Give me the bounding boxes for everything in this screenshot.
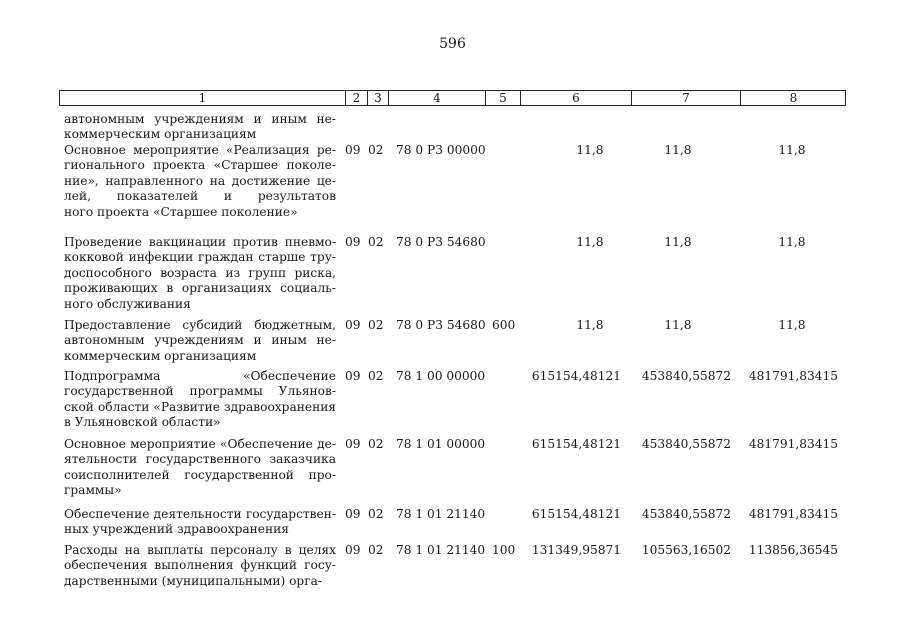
description-line: ние», направленного на достижение це- — [64, 173, 336, 188]
cell-col-6: 615154,48121 — [531, 507, 621, 521]
cell-col-6: 615154,48121 — [531, 369, 621, 383]
cell-col-4: 78 0 Р3 54680 — [396, 318, 486, 332]
cell-col-6: 11,8 — [576, 235, 604, 249]
description-line: ного проекта «Старшее поколение» — [64, 204, 298, 219]
description-line: дарственными (муниципальными) орга- — [64, 573, 322, 588]
description-line: доспособного возраста из групп риска, — [64, 265, 336, 280]
cell-col-4: 78 0 Р3 00000 — [396, 143, 486, 157]
cell-col-3: 02 — [368, 235, 384, 249]
row-description — [64, 112, 336, 143]
cell-col-7: 11,8 — [664, 235, 692, 249]
cell-col-6: 11,8 — [576, 318, 604, 332]
cell-col-8: 11,8 — [778, 235, 806, 249]
description-line: Предоставление субсидий бюджетным, — [64, 318, 336, 332]
row-description — [64, 437, 336, 499]
cell-col-8: 481791,83415 — [748, 437, 838, 451]
cell-col-4: 78 1 01 21140 — [396, 507, 486, 521]
cell-col-3: 02 — [368, 543, 384, 557]
cell-col-2: 09 — [345, 437, 361, 451]
description-line: государственной программы Ульянов- — [64, 384, 336, 399]
cell-col-3: 02 — [368, 369, 384, 383]
cell-col-3: 02 — [368, 318, 384, 332]
row-description — [64, 507, 336, 538]
row-description — [64, 143, 336, 220]
cell-col-8: 11,8 — [778, 143, 806, 157]
cell-col-7: 105563,16502 — [641, 543, 731, 557]
col-header-3: 3 — [367, 91, 388, 106]
cell-col-4: 78 0 Р3 54680 — [396, 235, 486, 249]
description-line: автономным учреждениям и иным не- — [64, 333, 336, 348]
cell-col-2: 09 — [345, 318, 361, 332]
col-header-8: 8 — [740, 91, 846, 106]
cell-col-8: 113856,36545 — [748, 543, 838, 557]
cell-col-4: 78 1 01 21140 — [396, 543, 486, 557]
description-line: ного обслуживания — [64, 296, 191, 311]
description-line: автономным учреждениям и иным не- — [64, 112, 336, 126]
page-number: 596 — [439, 36, 466, 52]
description-line: Проведение вакцинации против пневмо- — [64, 235, 336, 249]
cell-col-3: 02 — [368, 437, 384, 451]
cell-col-5: 600 — [492, 318, 516, 332]
description-line: коммерческим организациям — [64, 348, 257, 363]
description-line: кокковой инфекции граждан старше тру- — [64, 250, 336, 265]
cell-col-7: 453840,55872 — [641, 507, 731, 521]
cell-col-2: 09 — [345, 507, 361, 521]
cell-col-3: 02 — [368, 507, 384, 521]
cell-col-6: 615154,48121 — [531, 437, 621, 451]
description-line: Основное мероприятие «Обеспечение де- — [64, 437, 336, 451]
col-header-7: 7 — [631, 91, 740, 106]
cell-col-2: 09 — [345, 143, 361, 157]
row-description — [64, 235, 336, 312]
description-line: обеспечения выполнения функций госу- — [64, 558, 336, 573]
cell-col-7: 11,8 — [664, 318, 692, 332]
row-description — [64, 543, 336, 589]
cell-col-7: 453840,55872 — [641, 369, 731, 383]
cell-col-4: 78 1 01 00000 — [396, 437, 486, 451]
row-description — [64, 318, 336, 364]
col-header-4: 4 — [388, 91, 485, 106]
description-line: проживающих в организациях социаль- — [64, 281, 336, 296]
description-line: лей, показателей и результатов — [64, 189, 336, 204]
cell-col-8: 11,8 — [778, 318, 806, 332]
table-header — [59, 90, 846, 106]
cell-col-7: 11,8 — [664, 143, 692, 157]
row-description — [64, 369, 336, 431]
description-line: граммы» — [64, 483, 122, 498]
cell-col-2: 09 — [345, 543, 361, 557]
description-line: ятельности государственного заказчика — [64, 452, 336, 467]
cell-col-5: 100 — [492, 543, 516, 557]
description-line: в Ульяновской области» — [64, 415, 221, 430]
col-header-5: 5 — [485, 91, 520, 106]
cell-col-4: 78 1 00 00000 — [396, 369, 486, 383]
description-line: ской области «Развитие здравоохранения — [64, 399, 336, 414]
cell-col-2: 09 — [345, 235, 361, 249]
cell-col-6: 131349,95871 — [531, 543, 621, 557]
description-line: гионального проекта «Старшее поколе- — [64, 158, 336, 173]
cell-col-8: 481791,83415 — [748, 507, 838, 521]
cell-col-2: 09 — [345, 369, 361, 383]
description-line: Обеспечение деятельности государствен- — [64, 507, 336, 521]
description-line: Подпрограмма «Обеспечение — [64, 369, 336, 383]
cell-col-7: 453840,55872 — [641, 437, 731, 451]
description-line: соисполнителей государственной про- — [64, 467, 336, 482]
col-header-2: 2 — [345, 91, 367, 106]
description-line: Расходы на выплаты персоналу в целях — [64, 543, 336, 557]
col-header-6: 6 — [520, 91, 631, 106]
cell-col-6: 11,8 — [576, 143, 604, 157]
description-line: Основное мероприятие «Реализация ре- — [64, 143, 336, 157]
cell-col-3: 02 — [368, 143, 384, 157]
description-line: ных учреждений здравоохранения — [64, 522, 289, 537]
col-header-1: 1 — [198, 91, 207, 105]
description-line: коммерческим организациям — [64, 127, 257, 142]
cell-col-8: 481791,83415 — [748, 369, 838, 383]
